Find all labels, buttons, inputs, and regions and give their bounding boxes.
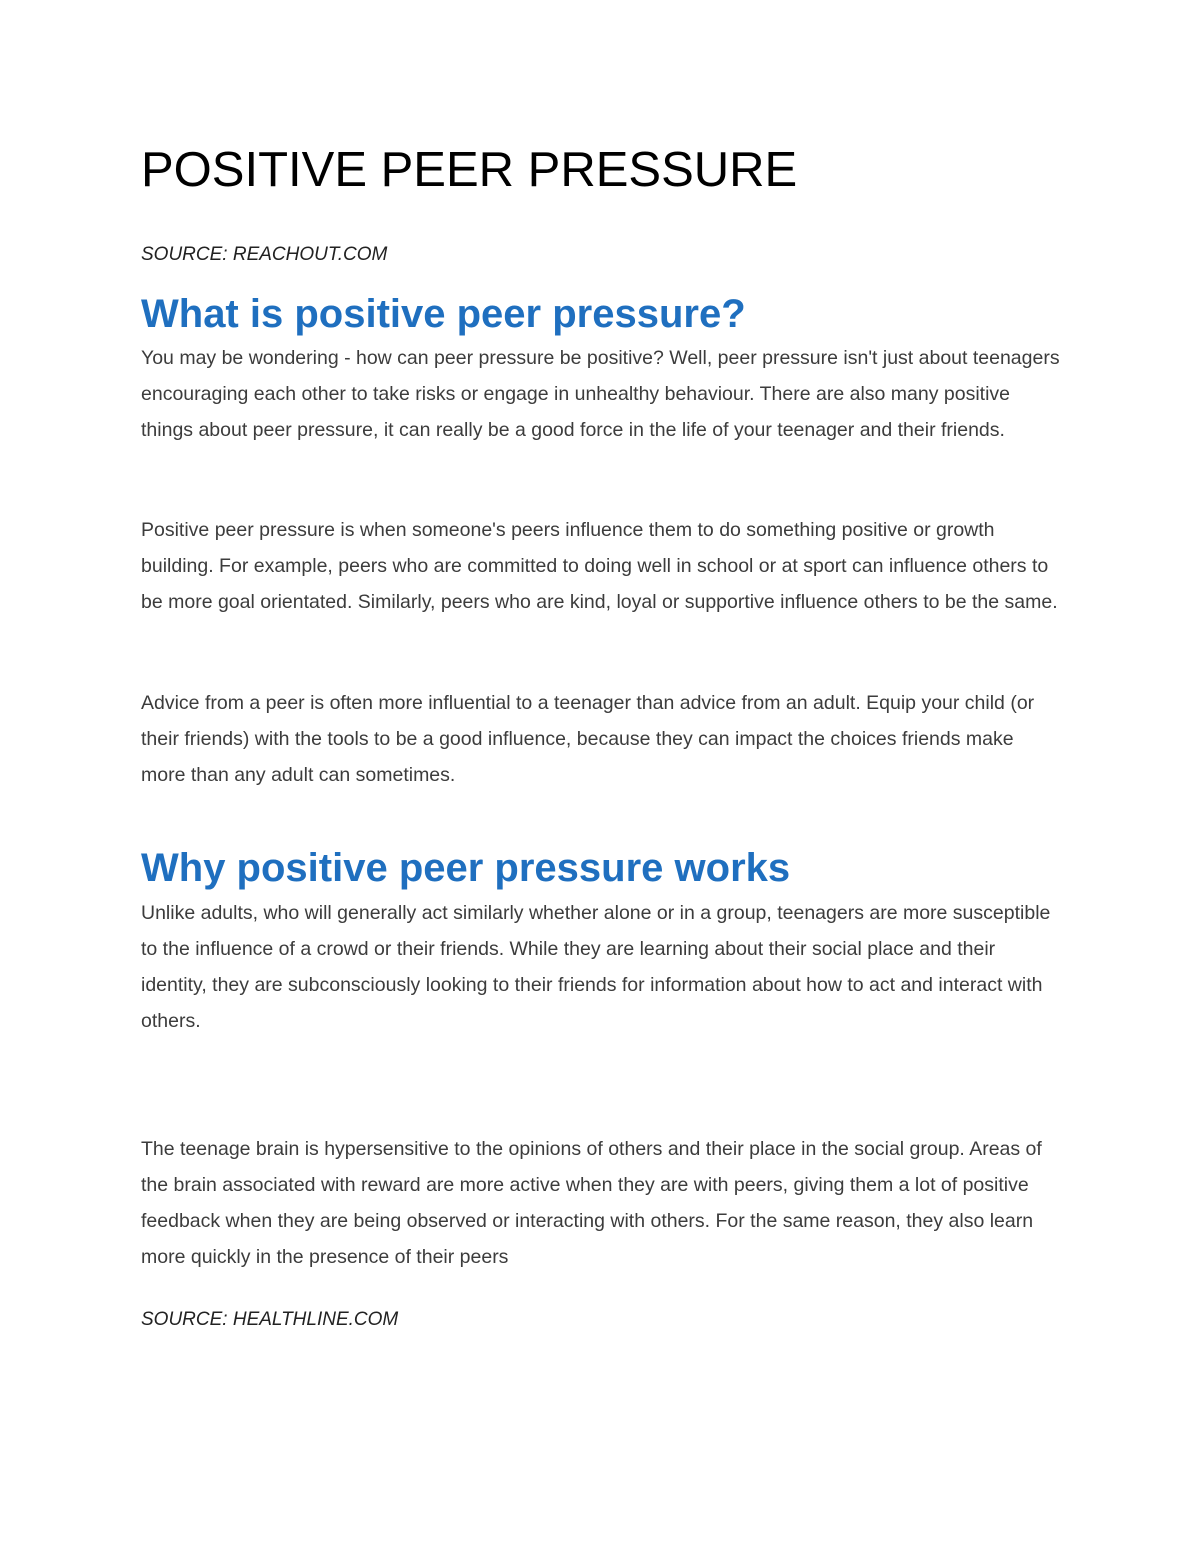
paragraph-advice: Advice from a peer is often more influential to a teenager than advice from an adult. Equip your child (or their friends) with the tools to be a good influence, because they can impact the choices friends make more than any adult can sometimes. [141, 692, 1035, 786]
document-title: POSITIVE PEER PRESSURE [141, 143, 798, 197]
source-reachout: SOURCE: REACHOUT.COM [141, 244, 388, 265]
source-healthline: SOURCE: HEALTHLINE.COM [141, 1309, 399, 1330]
paragraph-teenage-brain: The teenage brain is hypersensitive to the opinions of others and their place in the social group. Areas of the brain associated with reward are more active when they are with peers, giving them a lot of positive feedback when they are being observed or interacting with others. For the same reason, they also learn more quickly in the presence of their peers [141, 1138, 1042, 1268]
paragraph-definition: Positive peer pressure is when someone's peers influence them to do something positive or growth building. For example, peers who are committed to doing well in school or at sport can influence others to be more goal orientated. Similarly, peers who are kind, loyal or supportive influence others to be the same. [141, 519, 1058, 613]
paragraph-intro: You may be wondering - how can peer pressure be positive? Well, peer pressure isn't just about teenagers encouraging each other to take risks or engage in unhealthy behaviour. There are also many positive things about peer pressure, it can really be a good force in the life of your teenager and their friends. [141, 347, 1060, 441]
paragraph-unlike-adults: Unlike adults, who will generally act similarly whether alone or in a group, teenagers are more susceptible to the influence of a crowd or their friends. While they are learning about their social place and their identity, they are subconsciously looking to their friends for information about how to act and interact with others. [141, 902, 1051, 1032]
section-heading-why-works: Why positive peer pressure works [141, 846, 791, 890]
section-heading-what-is: What is positive peer pressure? [141, 292, 746, 336]
